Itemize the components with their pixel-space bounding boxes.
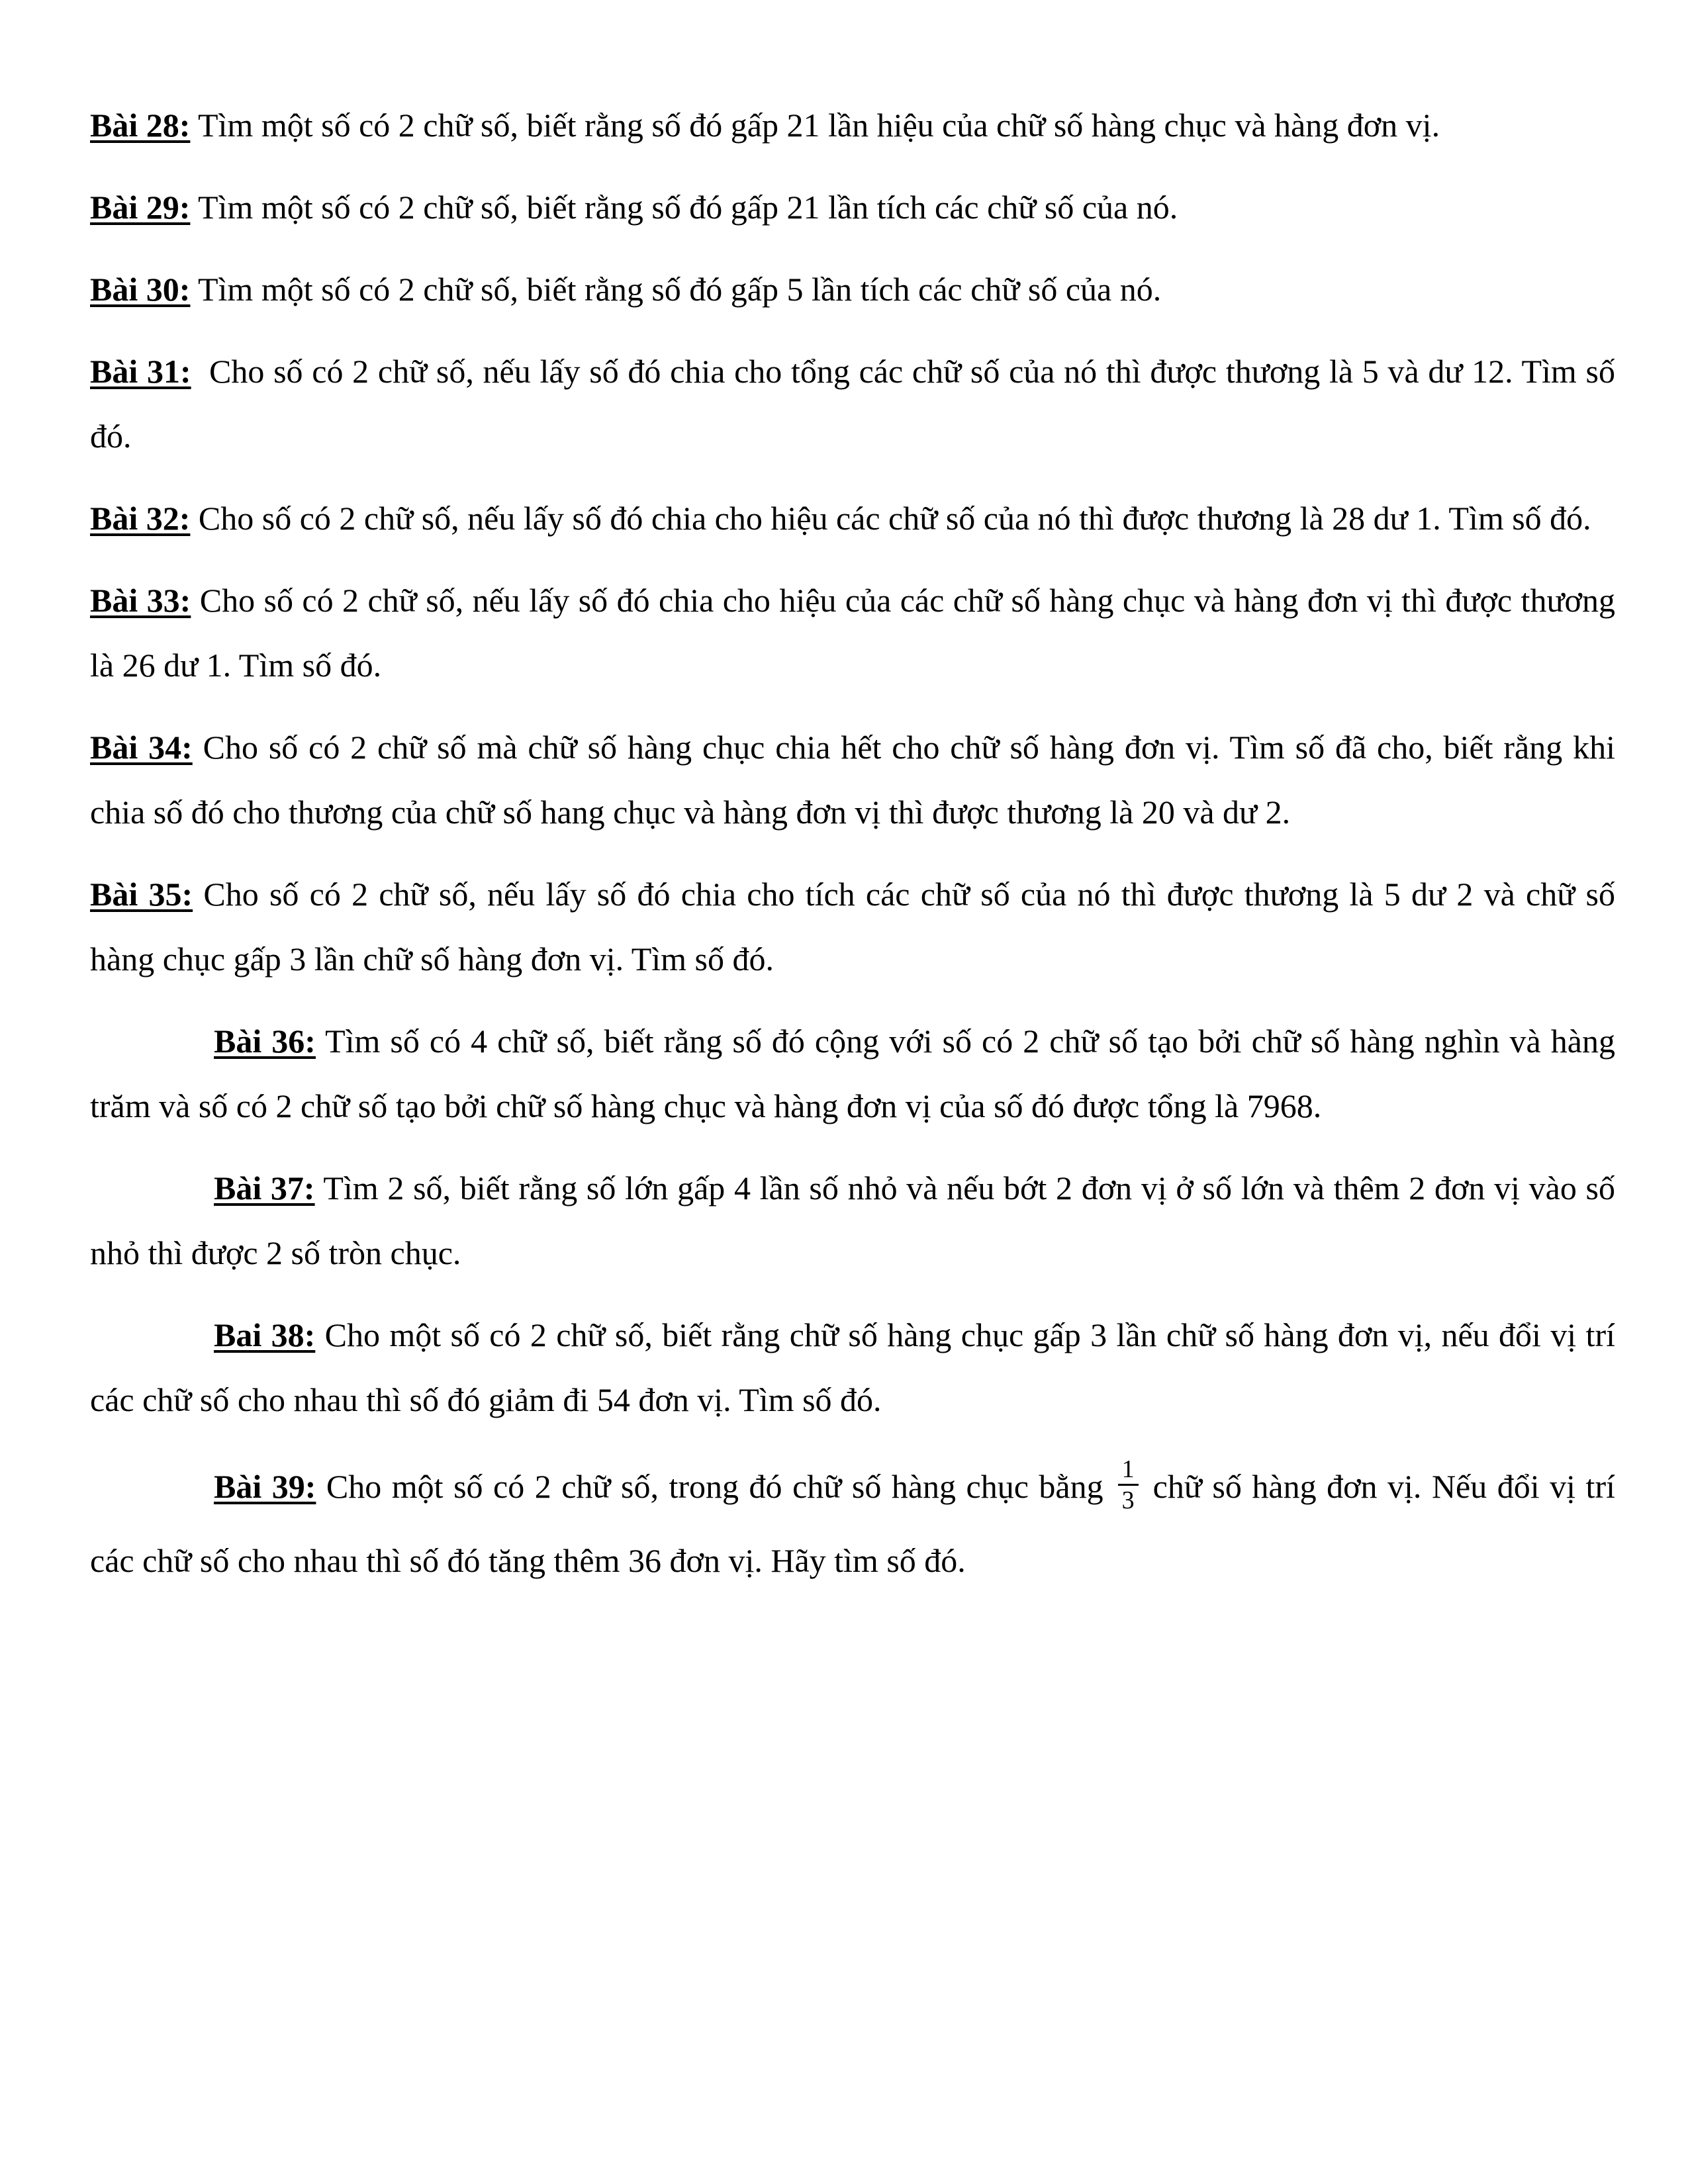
problem-37 [90,1156,1615,1285]
problem-text: Tìm số có 4 chữ số, biết rằng số đó cộng với số có 2 chữ số tạo bởi chữ số hàng nghìn và hàng trăm và số có 2 chữ số tạo bởi chữ số hàng chục và hàng đơn vị của số đó được tổng là 7968. [90,1023,1615,1124]
problem-text: Cho một số có 2 chữ số, biết rằng chữ số hàng chục gấp 3 lần chữ số hàng đơn vị, nếu đổi vị trí các chữ số cho nhau thì số đó giảm đi 54 đơn vị. Tìm số đó. [90,1316,1615,1418]
problem-32 [90,486,1615,551]
problem-29 [90,175,1615,240]
problem-28 [90,93,1615,158]
problem-label: Bài 35: [90,876,193,913]
problem-text: Tìm một số có 2 chữ số, biết rằng số đó gấp 21 lần tích các chữ số của nó. [190,189,1178,226]
problem-30 [90,257,1615,322]
problem-label: Bài 28: [90,107,191,144]
fraction-denominator: 3 [1121,1486,1135,1515]
problem-33 [90,568,1615,698]
problem-text: Tìm một số có 2 chữ số, biết rằng số đó gấp 5 lần tích các chữ số của nó. [190,271,1162,308]
problem-text: Cho số có 2 chữ số, nếu lấy số đó chia cho tổng các chữ số của nó thì được thương là 5 và dư 12. Tìm số đó. [90,353,1624,455]
problem-text: Cho số có 2 chữ số, nếu lấy số đó chia cho hiệu các chữ số của nó thì được thương là 28 dư 1. Tìm số đó. [190,500,1591,537]
problem-label: Bài 29: [90,189,191,226]
problem-35 [90,862,1615,991]
problem-list [90,93,1624,1615]
problem-label: Bài 30: [90,271,191,308]
problem-label: Bài 33: [90,582,191,619]
problem-text: Cho số có 2 chữ số, nếu lấy số đó chia cho tích các chữ số của nó thì được thương là 5 dư 2 và chữ số hàng chục gấp 3 lần chữ số hàng đơn vị. Tìm số đó. [90,876,1615,978]
problem-text: Tìm một số có 2 chữ số, biết rằng số đó gấp 21 lần hiệu của chữ số hàng chục và hàng đơn vị. [190,107,1440,144]
problem-text: Cho số có 2 chữ số mà chữ số hàng chục chia hết cho chữ số hàng đơn vị. Tìm số đã cho, biết rằng khi chia số đó cho thương của chữ số hang chục và hàng đơn vị thì được thương là 20 và dư 2. [90,729,1615,831]
problem-label: Bài 32: [90,500,191,537]
fraction-one-third [1118,1455,1139,1515]
problem-text: chữ số hàng đơn vị. Nếu đổi vị trí các chữ số cho nhau thì số đó tăng thêm 36 đơn vị. Hãy tìm số đó. [90,1468,1615,1579]
problem-39 [90,1449,1615,1598]
problem-38 [90,1302,1615,1432]
problem-label: Bài 37: [214,1169,315,1206]
problem-label: Bài 39: [214,1468,316,1505]
problem-text: Tìm 2 số, biết rằng số lớn gấp 4 lần số nhỏ và nếu bớt 2 đơn vị ở số lớn và thêm 2 đơn vị vào số nhỏ thì được 2 số tròn chục. [90,1169,1615,1271]
problem-36 [90,1009,1615,1138]
problem-text: Cho một số có 2 chữ số, trong đó chữ số hàng chục bằng [316,1468,1103,1505]
problem-text: Cho số có 2 chữ số, nếu lấy số đó chia cho hiệu của các chữ số hàng chục và hàng đơn vị thì được thương là 26 dư 1. Tìm số đó. [90,582,1615,684]
problem-34 [90,715,1615,844]
problem-label: Bài 31: [90,353,191,390]
problem-31 [90,339,1624,469]
problem-label: Bài 34: [90,729,193,766]
problem-label: Bài 36: [214,1023,316,1060]
problem-label: Bai 38: [214,1316,316,1353]
fraction-numerator: 1 [1118,1455,1139,1486]
